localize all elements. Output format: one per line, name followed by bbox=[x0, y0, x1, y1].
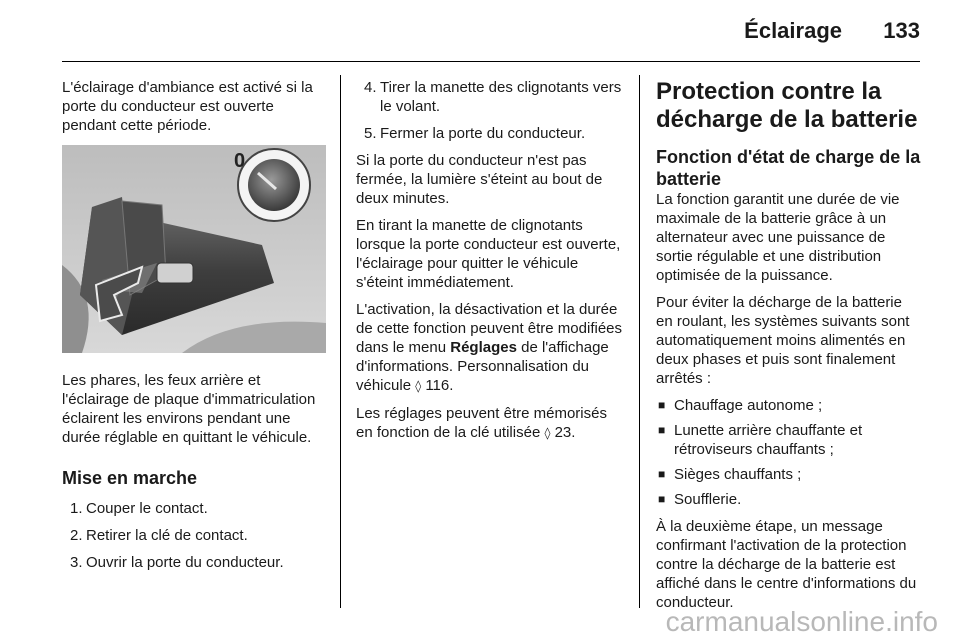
figure-label: 0 bbox=[234, 150, 246, 172]
column-divider-1 bbox=[340, 75, 341, 608]
steps-list-2 bbox=[356, 78, 624, 143]
list-item: ■ Chauffage autonome ; bbox=[658, 397, 823, 414]
list-item: ■ Lunette arrière chauffante et rétroviseurs chauffants ; bbox=[658, 422, 863, 458]
list-item: 4. Tirer la manette des clignotants vers le volant. bbox=[364, 79, 622, 115]
list-item: ■ Sièges chauffants ; bbox=[658, 466, 802, 483]
column-3 bbox=[656, 78, 922, 620]
list-item: 1. Couper le contact. bbox=[70, 500, 208, 517]
reference-arrow-icon: ◊ bbox=[544, 426, 551, 440]
bullet-icon: ■ bbox=[658, 398, 666, 412]
list-item: 2. Retirer la clé de contact. bbox=[70, 527, 248, 544]
reference-arrow-icon: ◊ bbox=[415, 379, 422, 393]
steps-list-1 bbox=[62, 499, 326, 572]
subsection-heading: Fonction d'état de charge de la batterie bbox=[656, 147, 921, 189]
menu-name-reglages: Réglages bbox=[450, 339, 517, 356]
list-item: ■ Soufflerie. bbox=[658, 491, 742, 508]
page-header bbox=[0, 0, 960, 62]
bullet-icon: ■ bbox=[658, 423, 666, 437]
paragraph: À la deuxième étape, un message confirmant l'activation de la protection contre la décharge de la batterie est affiché dans le centre d'informations du conducteur. bbox=[656, 518, 917, 611]
paragraph: La fonction garantit une durée de vie maximale de la batterie grâce à un alternateur avec une puissance de sortie régulable et une distribution optimisée de la puissance. bbox=[656, 191, 900, 284]
column-2 bbox=[356, 78, 624, 451]
column-divider-2 bbox=[639, 75, 640, 608]
paragraph-settings: L'activation, la désactivation et la durée de cette fonction peuvent être modifiées dans le menu Réglages de l'affichage d'informations. Personnalisation du véhicule ◊ 116. bbox=[356, 301, 623, 394]
section-heading-mise-en-marche: Mise en marche bbox=[62, 468, 198, 488]
column-1 bbox=[62, 78, 326, 580]
intro-paragraph: L'éclairage d'ambiance est activé si la porte du conducteur est ouverte pendant cette période. bbox=[62, 79, 313, 134]
after-figure-paragraph: Les phares, les feux arrière et l'éclairage de plaque d'immatriculation éclairent les environs pendant une durée réglable en quittant le véhicule. bbox=[62, 372, 316, 446]
watermark: carmanualsonline.info bbox=[665, 606, 938, 637]
paragraph-memorize: Les réglages peuvent être mémorisés en fonction de la clé utilisée ◊ 23. bbox=[356, 405, 607, 441]
bullet-icon: ■ bbox=[658, 492, 666, 506]
paragraph: En tirant la manette de clignotants lorsque la porte conducteur est ouverte, l'éclairage pour quitter le véhicule s'éteint immédiatement. bbox=[356, 217, 621, 291]
list-item: 3. Ouvrir la porte du conducteur. bbox=[70, 554, 284, 571]
paragraph: Pour éviter la décharge de la batterie en roulant, les systèmes suivants sont automatiquement moins alimentés en deux phases et puis sont finalement arrêtés : bbox=[656, 294, 910, 387]
turn-signal-lever-image bbox=[62, 145, 326, 353]
page-number: 133 bbox=[883, 18, 920, 43]
section-title: Éclairage bbox=[744, 18, 842, 43]
page-reference-link[interactable]: 23. bbox=[554, 424, 576, 441]
list-item: 5. Fermer la porte du conducteur. bbox=[364, 125, 586, 142]
paragraph: Si la porte du conducteur n'est pas fermée, la lumière s'éteint au bout de deux minutes. bbox=[356, 152, 603, 207]
section-heading-battery-protection: Protection contre la décharge de la batterie bbox=[656, 78, 918, 133]
page-reference-link[interactable]: 116. bbox=[425, 377, 454, 394]
header-rule bbox=[62, 61, 920, 62]
lever-illustration bbox=[62, 145, 326, 353]
systems-list bbox=[656, 396, 922, 509]
bullet-icon: ■ bbox=[658, 467, 666, 481]
